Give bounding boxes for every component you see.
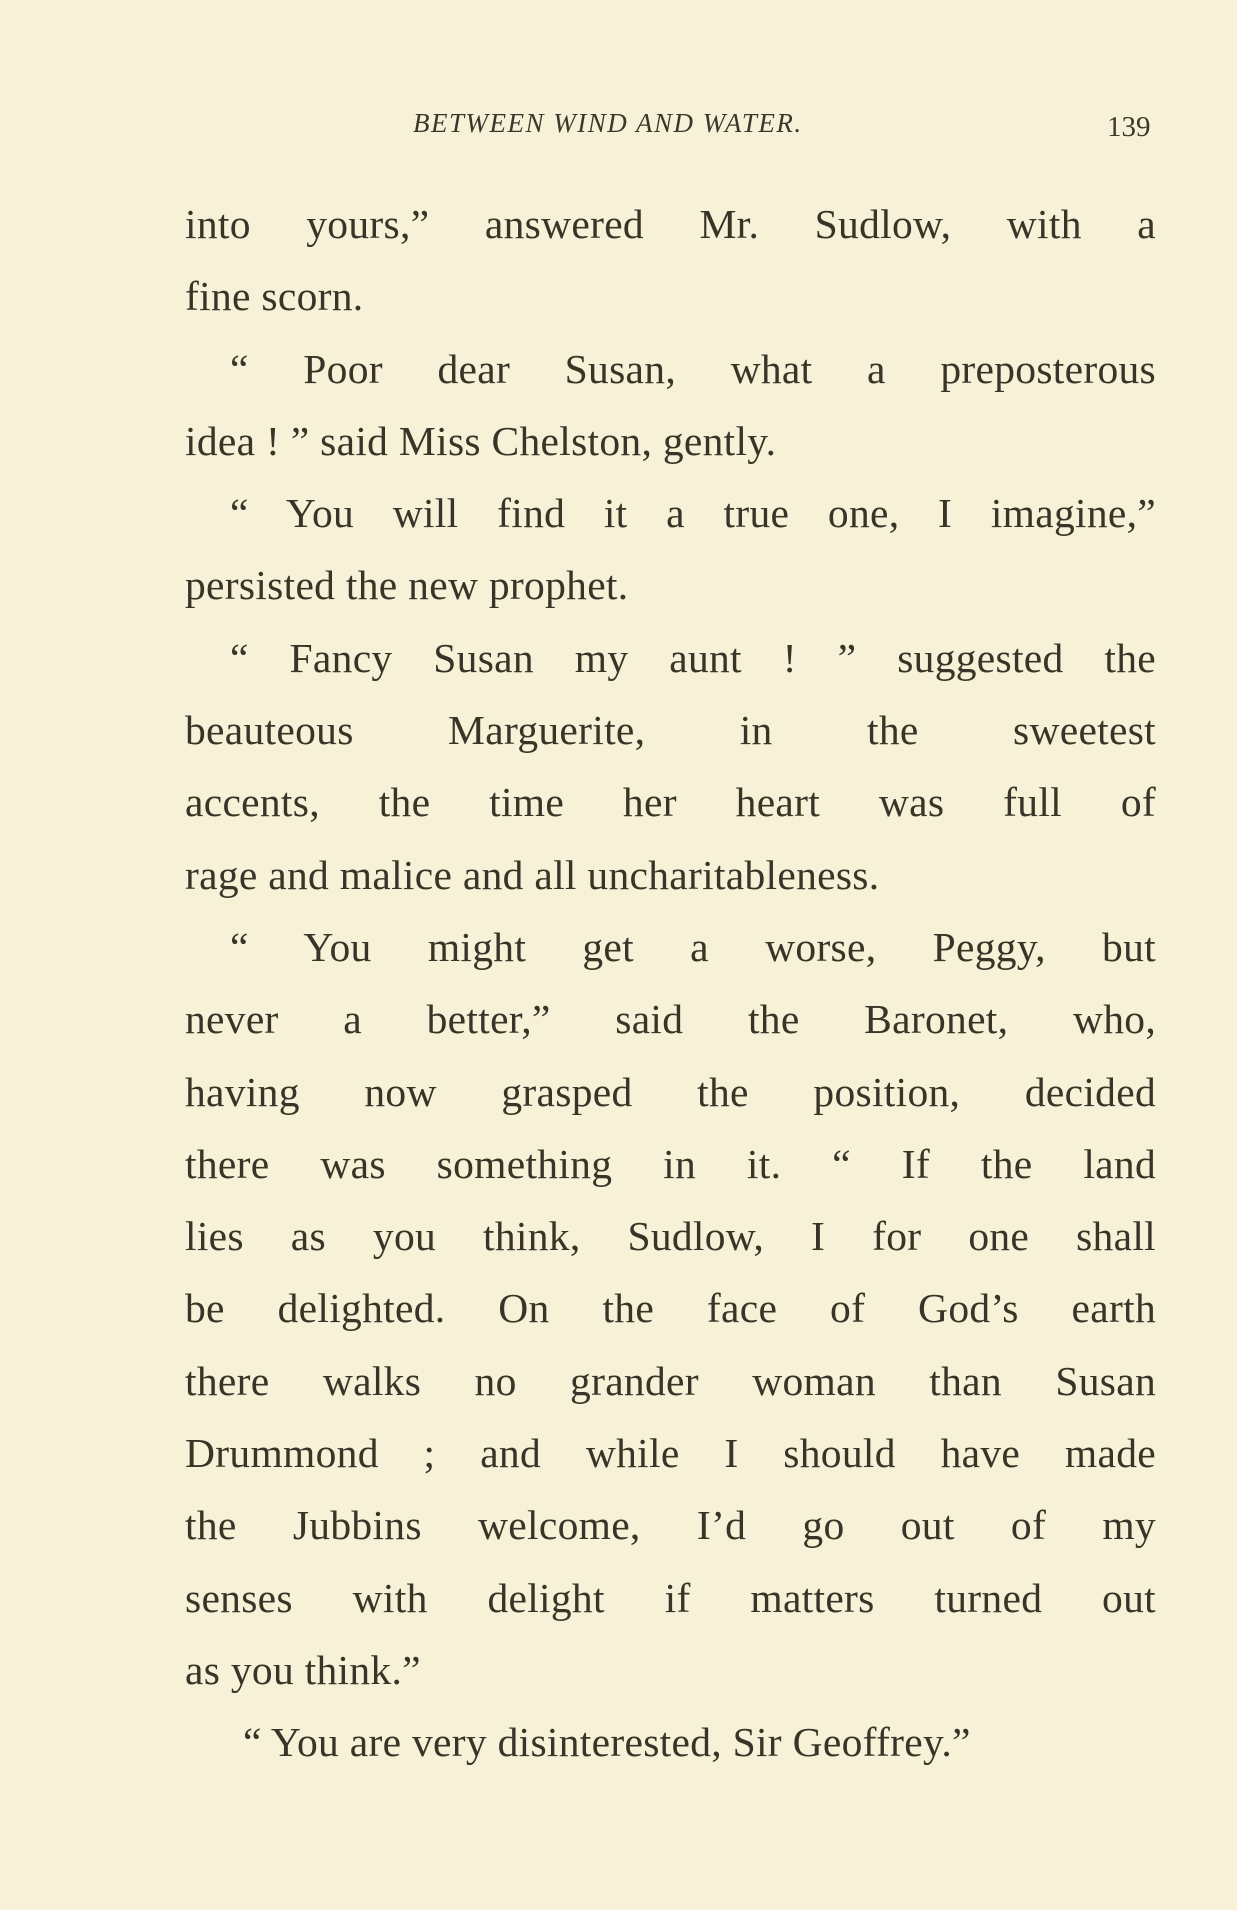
text-line: never a better,” said the Baronet, who, — [185, 996, 1156, 1043]
page-number: 139 — [1107, 111, 1151, 143]
text-line: persisted the new prophet. — [185, 562, 629, 609]
running-head — [0, 108, 1237, 148]
text-line: as you think.” — [185, 1646, 421, 1693]
body-text — [185, 188, 1156, 1779]
text-line: idea ! ” said Miss Chelston, gently. — [185, 417, 777, 464]
text-line: there walks no grander woman than Susan — [185, 1357, 1156, 1404]
text-line: lies as you think, Sudlow, I for one shall — [185, 1213, 1156, 1260]
text-line: Drummond ; and while I should have made — [185, 1430, 1156, 1477]
text-line: be delighted. On the face of God’s earth — [185, 1285, 1156, 1332]
text-line: beauteous Marguerite, in the sweetest — [185, 707, 1156, 754]
text-line: into yours,” answered Mr. Sudlow, with a — [185, 201, 1156, 247]
text-line: fine scorn. — [185, 273, 364, 320]
text-line: “ You are very disinterested, Sir Geoffrey.” — [243, 1719, 971, 1766]
text-line: the Jubbins welcome, I’d go out of my — [185, 1502, 1156, 1549]
text-line: “ You will find it a true one, I imagine,” — [230, 490, 1156, 537]
text-line: having now grasped the position, decided — [185, 1068, 1156, 1115]
text-line: “ Poor dear Susan, what a preposterous — [230, 345, 1156, 392]
text-line: “ You might get a worse, Peggy, but — [230, 923, 1156, 970]
text-line: rage and malice and all uncharitableness. — [185, 851, 880, 898]
text-line: “ Fancy Susan my aunt ! ” suggested the — [230, 634, 1156, 681]
text-line: there was something in it. “ If the land — [185, 1140, 1156, 1187]
text-line: senses with delight if matters turned out — [185, 1574, 1156, 1621]
text-line: accents, the time her heart was full of — [185, 779, 1156, 826]
running-title: BETWEEN WIND AND WATER. — [413, 108, 803, 138]
